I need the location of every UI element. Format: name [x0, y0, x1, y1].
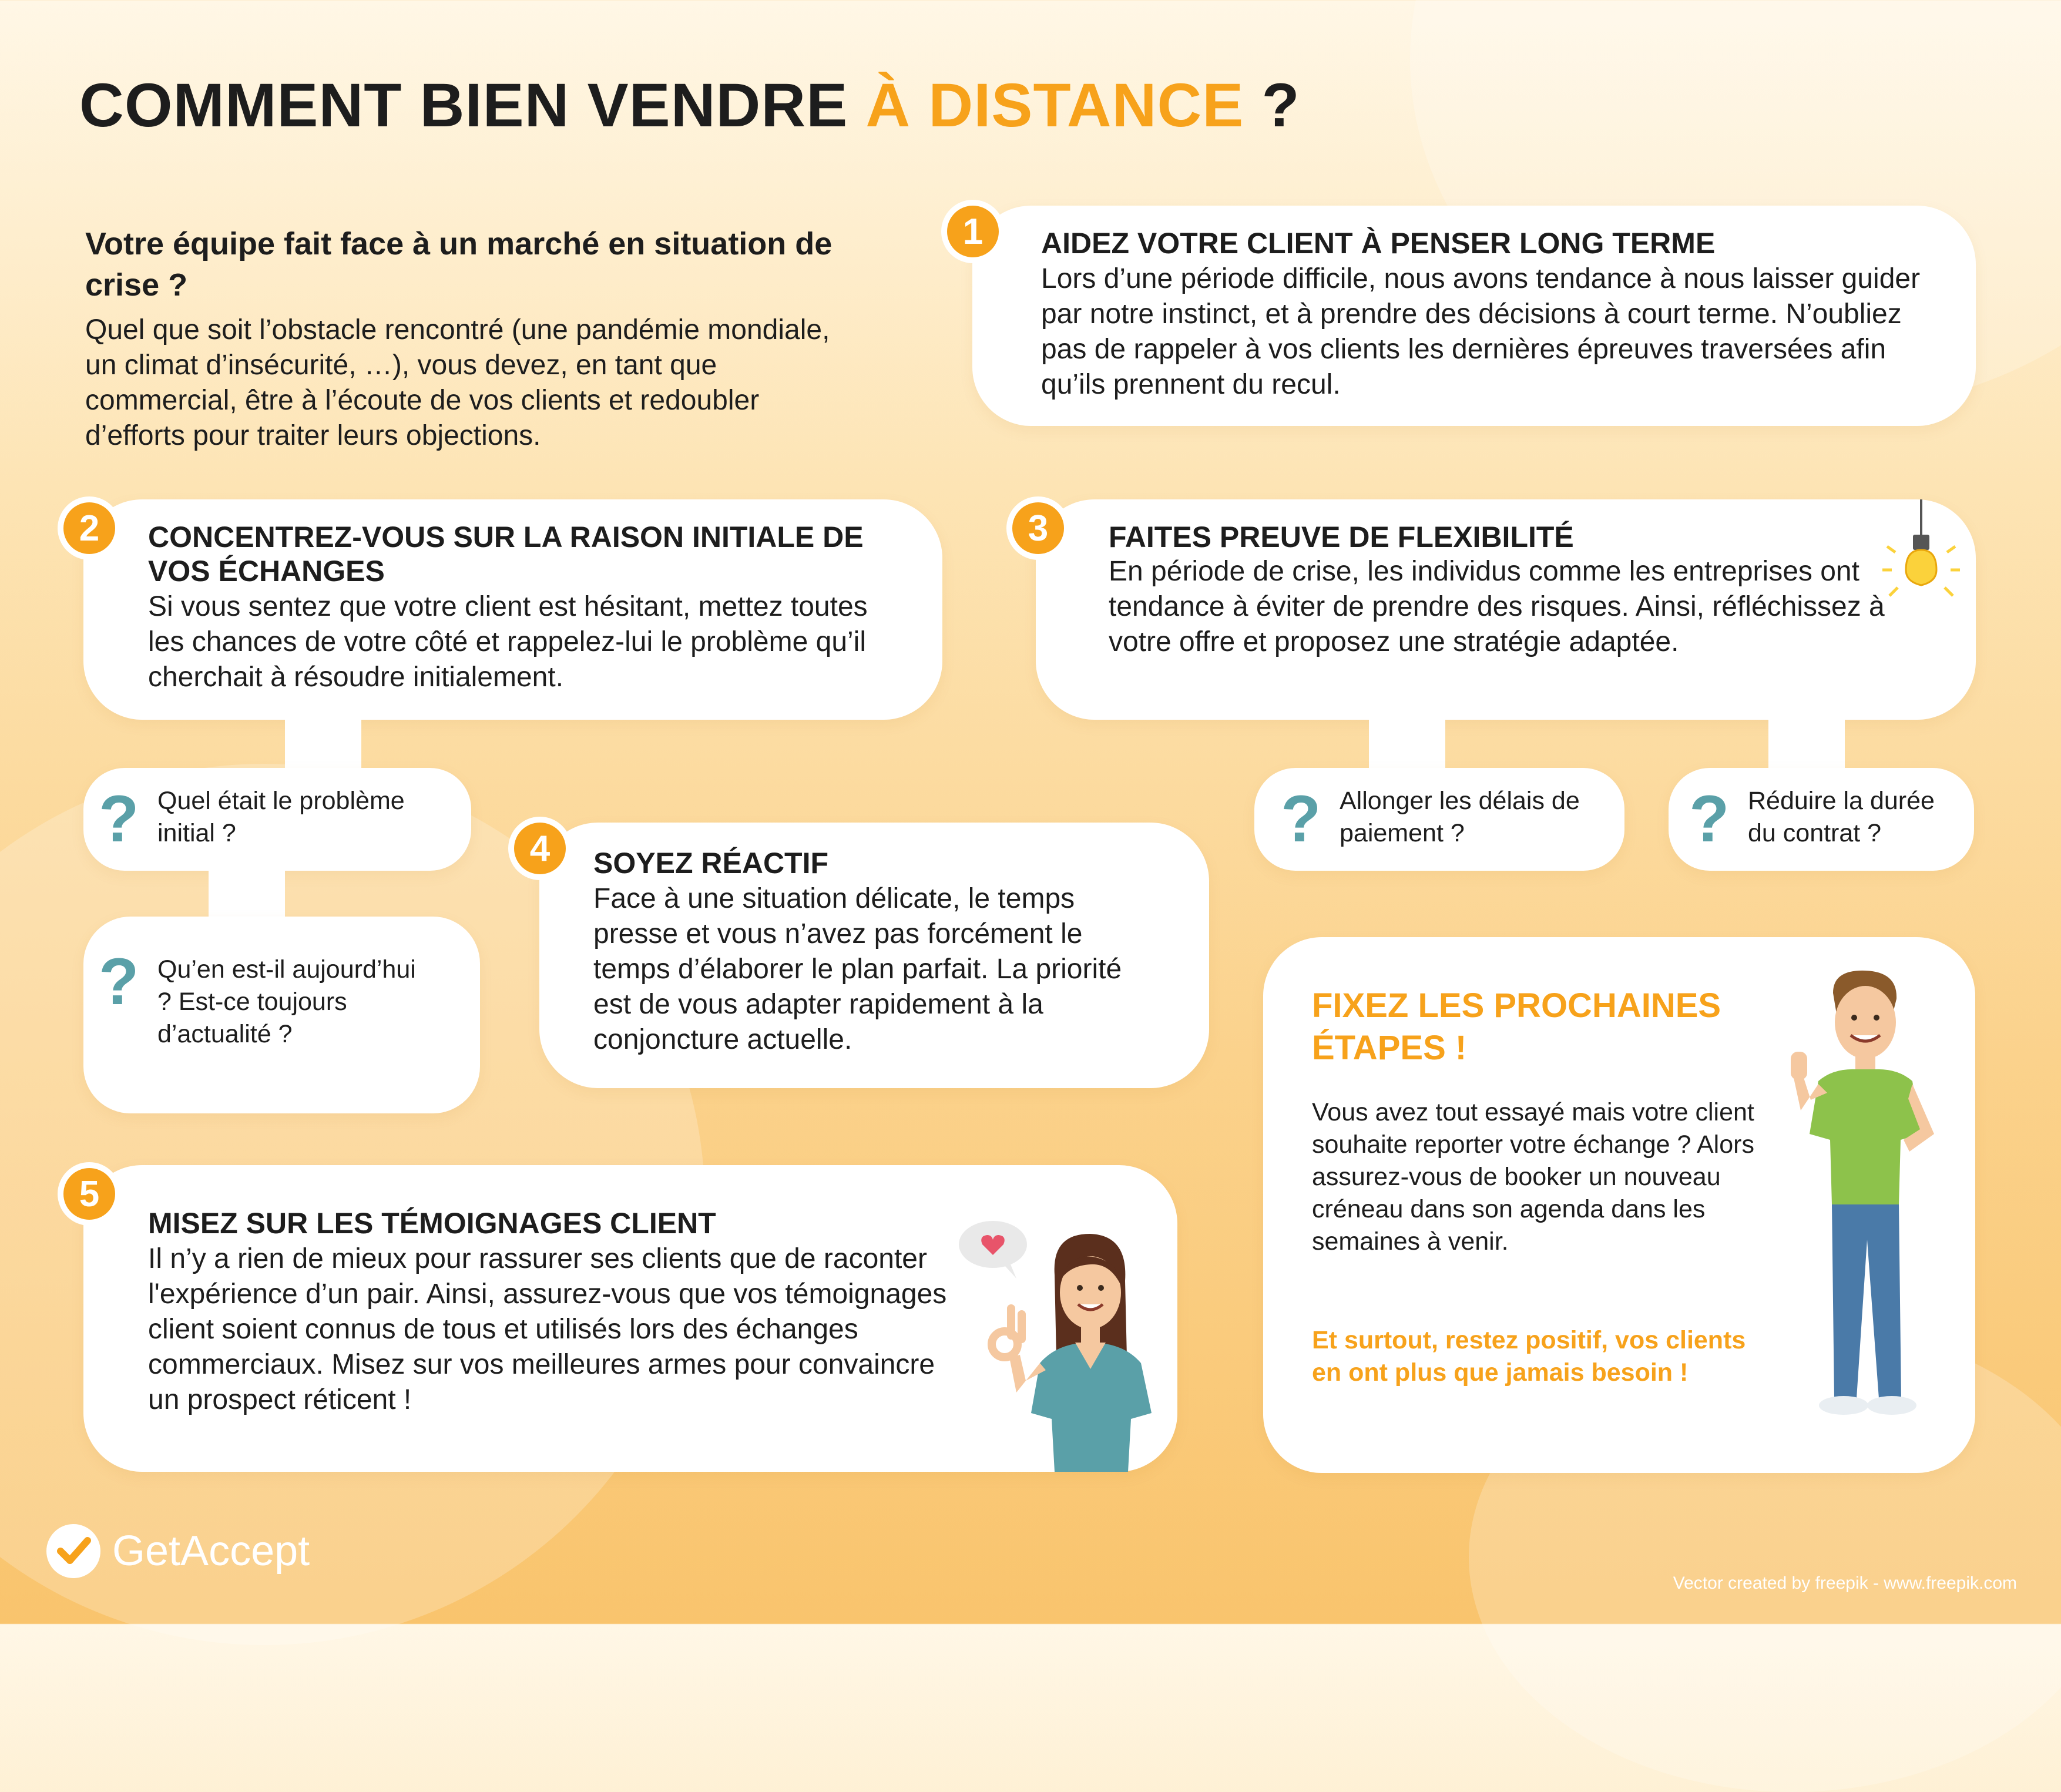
next-steps-highlight: Et surtout, restez positif, vos clients en ont plus que jamais besoin !: [1312, 1326, 1746, 1387]
woman-ok-gesture-illustration: [952, 1216, 1169, 1472]
man-thumbs-up-illustration: [1768, 964, 1956, 1434]
title-highlight: À DISTANCE: [865, 71, 1244, 140]
step-3-heading: FAITES PREUVE DE FLEXIBILITÉ: [1109, 521, 1574, 553]
question-2-text: Qu’en est-il aujourd’hui ? Est-ce toujours d’actualité ?: [157, 955, 416, 1048]
intro-text: Quel que soit l’obstacle rencontré (une pandémie mondiale, un climat d’insécurité, …), vous devez, en tant que commercial, être à l’écoute de vos clients et redoubler d’efforts pour traiter leurs objections.: [85, 314, 830, 451]
question-1-text: Quel était le problème initial ?: [157, 787, 405, 847]
question-4-text: Réduire la durée du contrat ?: [1748, 787, 1935, 847]
step-4-text: Face à une situation délicate, le temps presse et vous n’avez pas forcément le temps d’élaborer le plan parfait. La priorité est de vous adapter rapidement à la conjoncture actuelle.: [593, 883, 1122, 1055]
step-5-text: Il n’y a rien de mieux pour rassurer ses clients que de raconter l'expérience d’un pair. Ainsi, assurez-vous que vos témoignages client soient connus de tous et utilisés lors des échanges commerciaux. Misez sur vos meilleures armes pour convaincre un prospect réticent !: [148, 1243, 947, 1415]
light-bulb-icon: [1880, 499, 1962, 617]
step-1-number-badge: 1: [947, 206, 999, 257]
step-1-heading: AIDEZ VOTRE CLIENT À PENSER LONG TERME: [1041, 227, 1716, 260]
intro-heading: Votre équipe fait face à un marché en situation de crise ?: [85, 226, 833, 303]
checkmark-circle-icon: [44, 1522, 103, 1580]
next-steps-heading: FIXEZ LES PROCHAINES ÉTAPES !: [1312, 986, 1721, 1067]
step-4-heading: SOYEZ RÉACTIF: [593, 847, 829, 880]
step-1-text: Lors d’une période difficile, nous avons tendance à nous laisser guider par notre instinct, et à prendre des décisions à court terme. N’oubliez pas de rappeler à vos clients les dernières épreuves traversées afin qu’ils prennent du recul.: [1041, 263, 1921, 400]
question-mark-icon: ?: [99, 945, 139, 1018]
image-credit: Vector created by freepik - www.freepik.com: [1673, 1573, 2017, 1593]
brand-logo: [44, 1522, 310, 1580]
page-title: [79, 71, 1300, 141]
question-3-text: Allonger les délais de paiement ?: [1340, 787, 1580, 847]
question-mark-icon: ?: [1689, 782, 1730, 855]
step-3-number-badge: 3: [1012, 502, 1064, 554]
title-end: ?: [1261, 71, 1300, 140]
step-3-text: En période de crise, les individus comme les entreprises ont tendance à éviter de prendre des risques. Ainsi, réfléchissez à votre offre et proposez une stratégie adaptée.: [1109, 556, 1885, 657]
step-5-heading: MISEZ SUR LES TÉMOIGNAGES CLIENT: [148, 1207, 716, 1240]
step-4-number-badge: 4: [514, 823, 566, 874]
next-steps-text: Vous avez tout essayé mais votre client souhaite reporter votre échange ? Alors assurez-vous de booker un nouveau créneau dans son agenda dans les semaines à venir.: [1312, 1098, 1754, 1256]
step-5-number-badge: 5: [63, 1168, 115, 1220]
step-2-text: Si vous sentez que votre client est hésitant, mettez toutes les chances de votre côté et rappelez-lui le problème qu’il cherchait à résoudre initialement.: [148, 591, 868, 693]
brand-name: GetAccept: [112, 1528, 310, 1575]
question-mark-icon: ?: [99, 782, 139, 855]
title-main: COMMENT BIEN VENDRE: [79, 71, 848, 140]
step-2-heading: CONCENTREZ-VOUS SUR LA RAISON INITIALE DE VOS ÉCHANGES: [148, 521, 864, 588]
step-2-number-badge: 2: [63, 502, 115, 554]
question-mark-icon: ?: [1281, 782, 1321, 855]
